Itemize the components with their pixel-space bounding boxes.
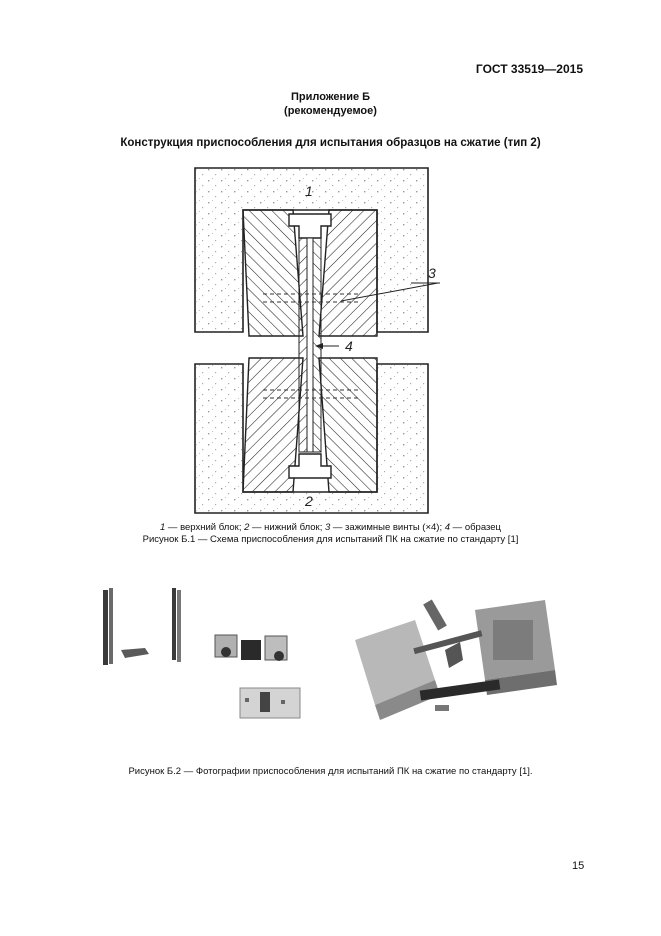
callout-3: 3 [428, 265, 436, 281]
legend-line: 1 — верхний блок; 2 — нижний блок; 3 — зажимные винты (×4); 4 — образец [160, 522, 501, 533]
callout-2: 2 [305, 493, 313, 509]
figure-b2-photo-assembly [345, 580, 565, 730]
section-heading: Конструкция приспособления для испытания образцов на сжатие (тип 2) [120, 137, 541, 149]
annex-status: (рекомендуемое) [284, 105, 377, 117]
figure-b1-schematic [193, 166, 436, 516]
page-number: 15 [572, 860, 585, 872]
figure-b1-caption: Рисунок Б.1 — Схема приспособления для испытаний ПК на сжатие по стандарту [1] [142, 534, 519, 545]
annex-heading [0, 90, 661, 118]
callout-4: 4 [345, 338, 353, 354]
figure-b2-photo-parts [95, 580, 320, 730]
figure-b1-legend [0, 522, 661, 546]
callout-1: 1 [305, 183, 313, 199]
document-code: ГОСТ 33519—2015 [475, 62, 583, 76]
figure-b2-caption: Рисунок Б.2 — Фотографии приспособления для испытаний ПК на сжатие по стандарту [1]. [128, 766, 533, 777]
annex-title: Приложение Б [290, 91, 371, 103]
